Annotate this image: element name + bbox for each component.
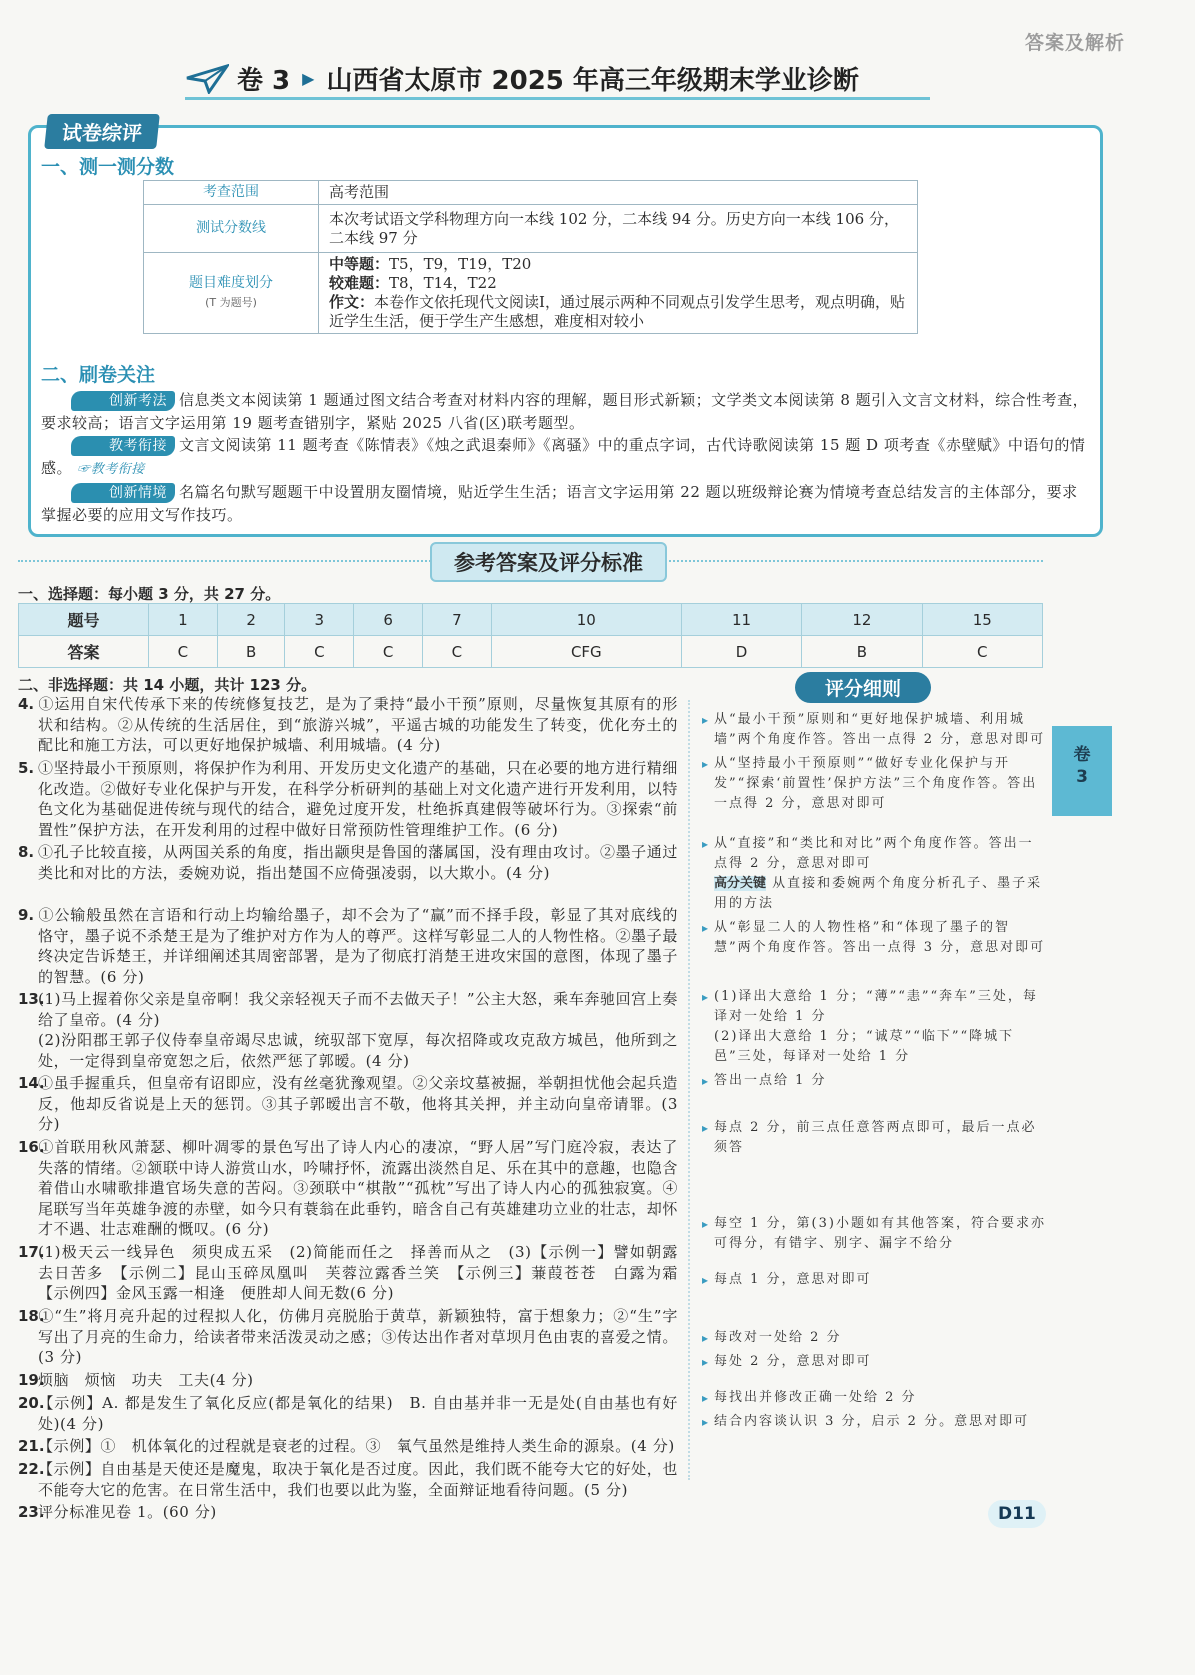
row-key xyxy=(144,253,319,334)
row-value xyxy=(319,253,918,334)
question-number: 7 xyxy=(423,604,492,636)
question-number: 3 xyxy=(285,604,354,636)
column-divider xyxy=(688,700,690,1480)
answer-number: 4. xyxy=(18,695,35,713)
rule-text: 每找出并修改正确一处给 2 分 xyxy=(714,1390,917,1405)
answer-item xyxy=(18,694,678,756)
answer-item xyxy=(18,1393,678,1434)
answer-cell: D xyxy=(681,636,801,668)
answer-number: 16. xyxy=(18,1138,45,1156)
answer-item xyxy=(18,1436,678,1457)
rule-heading: 评分细则 xyxy=(795,672,931,703)
answer-item xyxy=(18,989,678,1071)
answer-item xyxy=(18,1502,678,1523)
focus-item xyxy=(41,481,1091,526)
question-number: 11 xyxy=(681,604,801,636)
answer-text: 【示例】A. 都是发生了氧化反应(都是氧化的结果) B. 自由基并非一无是处(自由基也有好处)(4 分) xyxy=(38,1394,678,1433)
answer-number: 8. xyxy=(18,843,35,861)
section-score: 一、测一测分数 xyxy=(41,156,175,178)
row-label: 答案 xyxy=(19,636,149,668)
question-number: 15 xyxy=(922,604,1042,636)
line-text: T8，T14，T22 xyxy=(389,274,497,292)
answer-text: (1)极天云一线异色 须臾成五采 (2)简能而任之 择善而从之 (3)【示例一】譬如朝露 去日苦多 【示例二】昆山玉碎凤凰叫 芙蓉泣露香兰笑 【示例三】蒹葭苍苍 白露为霜 【示例四】金风玉露一相逢 便胜却人间无数(6 分) xyxy=(38,1243,694,1302)
mc-heading: 一、选择题：每小题 3 分，共 27 分。 xyxy=(18,585,281,603)
rule-note xyxy=(702,754,1047,814)
answer-number: 18. xyxy=(18,1307,45,1325)
answer-number: 19. xyxy=(18,1371,45,1389)
rule-note xyxy=(702,1270,1047,1290)
line-label: 中等题： xyxy=(329,255,390,273)
rule-note xyxy=(702,1412,1047,1432)
answer-text: 烦脑 烦恼 功夫 工夫(4 分) xyxy=(38,1371,254,1389)
question-number: 1 xyxy=(149,604,218,636)
focus-pill: 创新考法 xyxy=(71,391,175,411)
rule-text: 每点 1 分，意思对即可 xyxy=(714,1272,872,1287)
answer-table xyxy=(18,603,1043,668)
answer-text: ①孔子比较直接，从两国关系的角度，指出颛臾是鲁国的藩属国，没有理由攻讨。②墨子通过类比和对比的方法，委婉劝说，指出楚国不应倚强凌弱，以大欺小。(4 分) xyxy=(38,843,678,882)
answer-text: ①虽手握重兵，但皇帝有诏即应，没有丝毫犹豫观望。②父亲坟墓被掘，举朝担忧他会起兵造反，他却反省说是上天的惩罚。③其子郭暧出言不敬，他将其关押，并主动向皇帝请罪。(3 分) xyxy=(38,1074,678,1133)
rule-text: (1)译出大意给 1 分；“薄”“恚”“奔车”三处，每译对一处给 1 分 (2)译出大意给 1 分；“诚荩”“临下”“降城下邑”三处，每译对一处给 1 分 xyxy=(714,989,1038,1064)
focus-pill: 创新情境 xyxy=(71,483,175,503)
row-value: 高考范围 xyxy=(319,181,918,205)
summary-box xyxy=(28,125,1103,537)
answer-number: 21. xyxy=(18,1437,45,1455)
volume-side-tab xyxy=(1052,726,1112,816)
answer-item xyxy=(18,1137,678,1240)
line-label: 较难题： xyxy=(329,274,390,292)
answer-item xyxy=(18,1459,678,1500)
rule-note xyxy=(702,1328,1047,1348)
rule-text: 每空 1 分，第(3)小题如有其他答案，符合要求亦可得分，有错字、别字、漏字不给分 xyxy=(714,1216,1046,1251)
key-label: 高分关键 xyxy=(714,876,767,891)
summary-tag: 试卷综评 xyxy=(44,114,160,149)
answer-text: ①“生”将月亮升起的过程拟人化，仿佛月亮脱胎于黄草，新颖独特，富于想象力；②“生”字写出了月亮的生命力，给读者带来活泼灵动之感；③传达出作者对草坝月色由衷的喜爱之情。(3 分) xyxy=(38,1307,678,1366)
focus-list xyxy=(41,389,1091,526)
answer-number: 20. xyxy=(18,1394,45,1412)
info-table xyxy=(143,180,918,334)
running-header: 答案及解析 xyxy=(1024,32,1125,54)
paper-title xyxy=(185,60,930,100)
answer-number: 9. xyxy=(18,906,35,924)
answer-item xyxy=(18,758,678,840)
answer-item xyxy=(18,842,678,883)
focus-item xyxy=(41,389,1091,434)
answer-text-2: (2)汾阳郡王郭子仪侍奉皇帝竭尽忠诚，统驭部下宽厚，每次招降或攻克敌方城邑，他所到之处，一定得到皇帝宽恕之后，依然严惩了郭暧。(4 分) xyxy=(38,1031,678,1070)
row-label: 题号 xyxy=(19,604,149,636)
row-key: 测试分数线 xyxy=(144,205,319,253)
rule-text: 答出一点给 1 分 xyxy=(714,1073,827,1088)
answer-cell: CFG xyxy=(491,636,681,668)
paper-plane-icon xyxy=(185,64,229,94)
answer-text: ①公输般虽然在言语和行动上均输给墨子，却不会为了“赢”而不择手段，彰显了其对底线的恪守，墨子说不杀楚王是为了维护对方作为人的尊严。这样写彰显二人的人物性格。②墨子最终决定告诉楚王，并详细阐述其周密部署，是为了彻底打消楚王进攻宋国的意图，体现了墨子的智慧。(6 分) xyxy=(38,906,678,986)
page-number: D11 xyxy=(988,1500,1046,1528)
answer-item xyxy=(18,1242,694,1304)
row-key: 考查范围 xyxy=(144,181,319,205)
question-number: 10 xyxy=(491,604,681,636)
answer-cell: B xyxy=(217,636,285,668)
rule-text: 从“最小干预”原则和“更好地保护城墙、利用城墙”两个角度作答。答出一点得 2 分，意思对即可 xyxy=(714,712,1046,747)
answer-text: 【示例】自由基是天使还是魔鬼，取决于氧化是否过度。因此，我们既不能夸大它的好处，也不能夸大它的危害。在日常生活中，我们也要以此为鉴，全面辩证地看待问题。(5 分) xyxy=(38,1460,678,1499)
answer-number: 13. xyxy=(18,990,45,1008)
answer-cell: B xyxy=(802,636,922,668)
rule-note xyxy=(702,1352,1047,1372)
rule-note xyxy=(702,834,1047,914)
rule-note xyxy=(702,918,1047,958)
answer-text: ①运用自宋代传承下来的传统修复技艺，是为了秉持“最小干预”原则，尽量恢复其原有的形状和结构。②从传统的生活居住，到“旅游兴城”，平遥古城的功能发生了转变，优化夯土的配比和施工方法，可以更好地保护城墙、利用城墙。(4 分) xyxy=(38,695,678,754)
answer-text: ①坚持最小干预原则，将保护作为利用、开发历史文化遗产的基础，只在必要的地方进行精细化改造。②做好专业化保护与开发，在科学分析研判的基础上对文化遗产进行开发利用，以特色文化为基础促进传统与现代的结合，避免过度开发，杜绝拆真建假等破坏行为。③探索“前置性”保护方法，在开发利用的过程中做好日常预防性管理维护工作。(6 分) xyxy=(38,759,678,839)
rule-note xyxy=(702,710,1047,750)
handwritten-note: ☞教考衔接 xyxy=(77,461,145,477)
answer-text: (1)马上握着你父亲是皇帝啊！我父亲轻视天子而不去做天子！”公主大怒，乘车奔驰回宫上奏给了皇帝。(4 分) xyxy=(38,990,678,1029)
answer-cell: C xyxy=(149,636,218,668)
answer-text: 评分标准见卷 1。(60 分) xyxy=(38,1503,217,1521)
answer-text: 【示例】① 机体氧化的过程就是衰老的过程。③ 氧气虽然是维持人类生命的源泉。(4 分) xyxy=(38,1437,675,1455)
answer-cell: C xyxy=(423,636,492,668)
rule-text: 从“直接”和“类比和对比”两个角度作答。答出一点得 2 分，意思对即可 xyxy=(714,836,1034,871)
rule-text: 从“彰显二人的人物性格”和“体现了墨子的智慧”两个角度作答。答出一点得 3 分，意思对即可 xyxy=(714,920,1046,955)
line-text: T5，T9，T19，T20 xyxy=(389,255,532,273)
answer-cell: C xyxy=(354,636,423,668)
rule-note xyxy=(702,987,1047,1067)
volume-label: 卷 3 xyxy=(237,66,291,96)
rule-note xyxy=(702,1071,1047,1091)
question-number: 12 xyxy=(802,604,922,636)
key-text: 从直接和委婉两个角度分析孔子、墨子采用的方法 xyxy=(714,876,1043,911)
answer-text: ①首联用秋风萧瑟、柳叶凋零的景色写出了诗人内心的凄凉，“野人居”写门庭冷寂，表达了失落的情绪。②颔联中诗人游赏山水，吟啸抒怀，流露出淡然自足、乐在其中的意趣，也隐含着借山水啸歌排遣官场失意的苦闷。③颈联中“棋散”“孤枕”写出了诗人内心的孤独寂寞。④尾联写当年英雄争渡的赤壁，如今只有蓑翁在此垂钓，暗含自己有英雄建功立业的壮志，却怀才不遇、壮志难酬的慨叹。(6 分) xyxy=(38,1138,678,1238)
difficulty-sub: (T 为题号) xyxy=(205,296,257,309)
line-text: 本卷作文依托现代文阅读Ⅰ，通过展示两种不同观点引发学生思考，观点明确，贴近学生生活，便于学生产生感想，难度相对较小 xyxy=(329,293,905,330)
rule-text: 每点 2 分，前三点任意答两点即可，最后一点必须答 xyxy=(714,1120,1037,1155)
answer-cell: C xyxy=(922,636,1042,668)
line-label: 作文： xyxy=(329,293,375,311)
answer-number: 5. xyxy=(18,759,35,777)
answer-item xyxy=(18,1370,678,1391)
focus-text: 文言文阅读第 11 题考查《陈情表》《烛之武退秦师》《离骚》中的重点字词，古代诗歌阅读第 15 题 D 项考查《赤壁赋》中语句的情感。 xyxy=(41,436,1086,477)
triangle-icon: ▶ xyxy=(302,69,315,88)
focus-text: 信息类文本阅读第 1 题通过图文结合考查对材料内容的理解，题目形式新颖；文学类文本阅读第 8 题引入文言文材料，综合性考查，要求较高；语言文字运用第 19 题考查错别字，紧贴 2025 八省(区)联考题型。 xyxy=(41,391,1089,432)
rule-text: 每处 2 分，意思对即可 xyxy=(714,1354,872,1369)
answer-item xyxy=(18,1306,678,1368)
side-tab-label: 卷 xyxy=(1073,745,1091,765)
question-number: 2 xyxy=(217,604,285,636)
rule-text: 每改对一处给 2 分 xyxy=(714,1330,842,1345)
focus-text: 名篇名句默写题题干中设置朋友圈情境，贴近学生生活；语言文字运用第 22 题以班级辩论赛为情境考查总结发言的主体部分，要求掌握必要的应用文写作技巧。 xyxy=(41,483,1078,524)
row-value: 本次考试语文学科物理方向一本线 102 分，二本线 94 分。历史方向一本线 106 分，二本线 97 分 xyxy=(319,205,918,253)
exam-name: 山西省太原市 2025 年高三年级期末学业诊断 xyxy=(326,66,859,96)
answer-number: 23. xyxy=(18,1503,45,1521)
answer-item xyxy=(18,1073,678,1135)
focus-pill: 教考衔接 xyxy=(71,436,175,456)
answer-number: 22. xyxy=(18,1460,45,1478)
rule-text: 结合内容谈认识 3 分，启示 2 分。意思对即可 xyxy=(714,1414,1030,1429)
side-tab-number: 3 xyxy=(1076,767,1088,787)
rule-note xyxy=(702,1388,1047,1408)
rule-note xyxy=(702,1214,1047,1254)
rule-text: 从“坚持最小干预原则”“做好专业化保护与开发”“探索‘前置性’保护方法”三个角度作答。答出一点得 2 分，意思对即可 xyxy=(714,756,1038,811)
question-number: 6 xyxy=(354,604,423,636)
rule-note xyxy=(702,1118,1047,1158)
answer-number: 17. xyxy=(18,1243,45,1261)
section-focus: 二、刷卷关注 xyxy=(41,364,156,386)
answer-item xyxy=(18,905,678,987)
focus-item xyxy=(41,434,1091,481)
difficulty-label: 题目难度划分 xyxy=(189,275,273,291)
reference-title: 参考答案及评分标准 xyxy=(430,542,667,582)
open-heading: 二、非选择题：共 14 小题，共计 123 分。 xyxy=(18,676,317,694)
answer-number: 14. xyxy=(18,1074,45,1092)
answer-cell: C xyxy=(285,636,354,668)
